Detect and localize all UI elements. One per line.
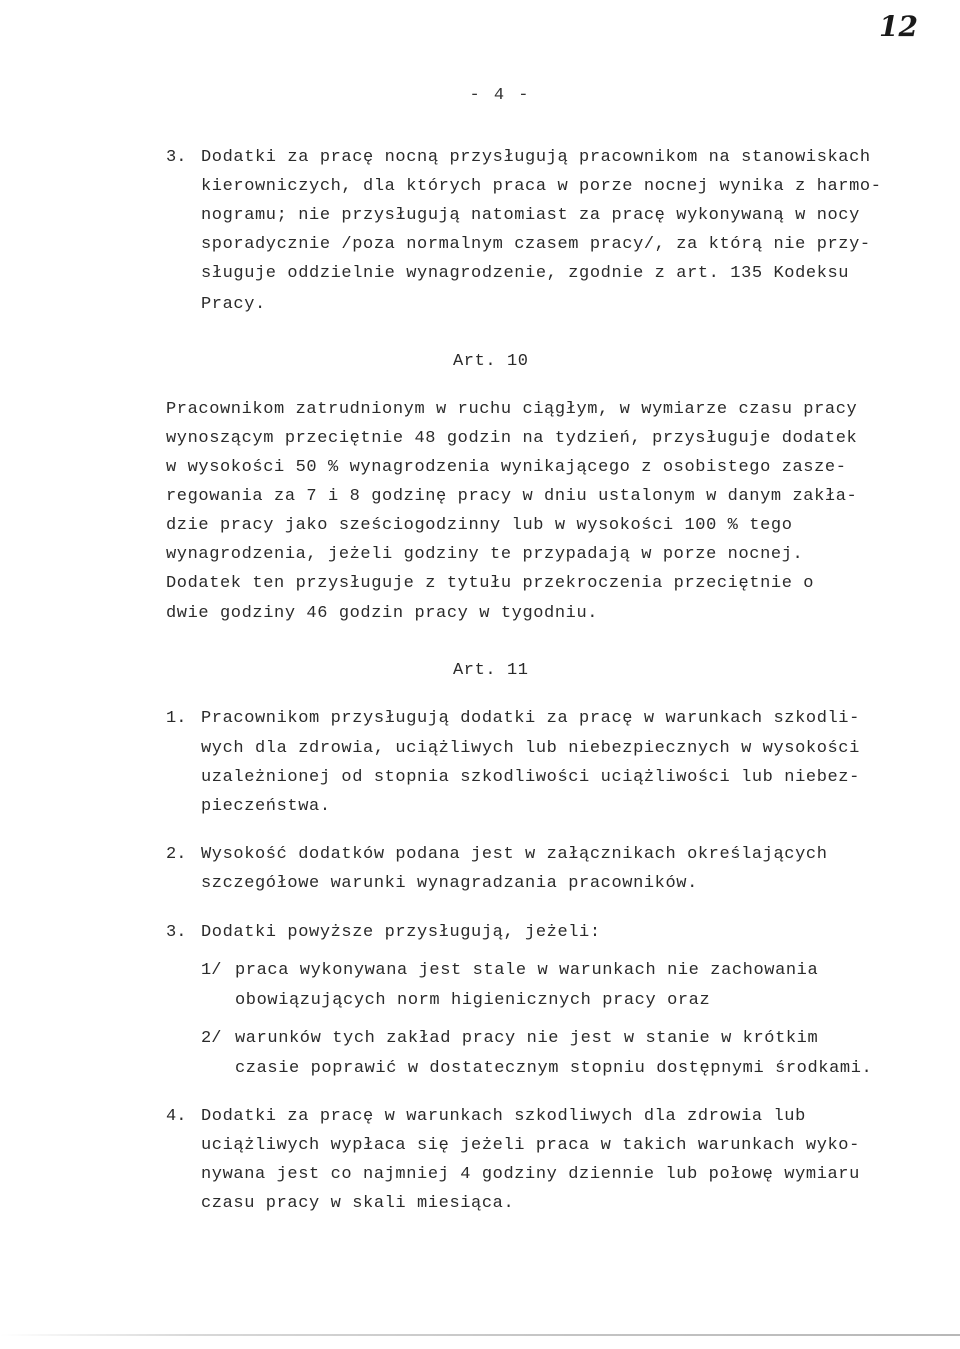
list-item-number: 1/ — [201, 961, 222, 980]
paragraph-number: 1. — [166, 709, 187, 728]
text-line: regowania za 7 i 8 godzinę pracy w dniu ustalonym w danym zakła- — [166, 487, 858, 506]
text-line: Dodatek ten przysługuje z tytułu przekroczenia przeciętnie o — [166, 574, 815, 593]
text-line: Pracy. — [201, 295, 266, 314]
text-line: Dodatki powyższe przysługują, jeżeli: — [201, 923, 601, 942]
text-line: szczegółowe warunki wynagradzania pracowników. — [201, 874, 698, 893]
paragraph-number: 3. — [166, 148, 187, 167]
corner-page-number: 12 — [879, 10, 918, 43]
paragraph-number: 3. — [166, 923, 187, 942]
text-line: sługuje oddzielnie wynagrodzenie, zgodnie z art. 135 Kodeksu — [201, 264, 850, 283]
text-line: pieczeństwa. — [201, 797, 331, 816]
text-line: kierowniczych, dla których praca w porze nocnej wynika z harmo- — [201, 177, 882, 196]
text-line: dzie pracy jako sześciogodzinny lub w wysokości 100 % tego — [166, 516, 793, 535]
text-line: wych dla zdrowia, uciążliwych lub niebezpiecznych w wysokości — [201, 739, 860, 758]
text-line: sporadycznie /poza normalnym czasem pracy/, za którą nie przy- — [201, 235, 871, 254]
text-line: Pracownikom zatrudnionym w ruchu ciągłym, w wymiarze czasu pracy — [166, 400, 858, 419]
article-heading: Art. 11 — [453, 661, 529, 680]
text-line: nywana jest co najmniej 4 godziny dziennie lub połowę wymiaru — [201, 1165, 860, 1184]
text-line: Dodatki za pracę w warunkach szkodliwych dla zdrowia lub — [201, 1107, 806, 1126]
text-line: Pracownikom przysługują dodatki za pracę w warunkach szkodli- — [201, 709, 860, 728]
text-line: wynagrodzenia, jeżeli godziny te przypadają w porze nocnej. — [166, 545, 804, 564]
text-line: warunków tych zakład pracy nie jest w stanie w krótkim — [235, 1029, 819, 1048]
text-line: praca wykonywana jest stale w warunkach nie zachowania — [235, 961, 819, 980]
text-line: nogramu; nie przysługują natomiast za pracę wykonywaną w nocy — [201, 206, 860, 225]
text-line: Wysokość dodatków podana jest w załącznikach określających — [201, 845, 828, 864]
text-line: uzależnionej od stopnia szkodliwości uciążliwości lub niebez- — [201, 768, 860, 787]
text-line: czasie poprawić w dostatecznym stopniu dostępnymi środkami. — [235, 1059, 873, 1078]
text-line: Dodatki za pracę nocną przysługują pracownikom na stanowiskach — [201, 148, 871, 167]
scan-bottom-edge — [0, 1334, 960, 1336]
text-line: w wysokości 50 % wynagrodzenia wynikającego z osobistego zasze- — [166, 458, 847, 477]
text-line: czasu pracy w skali miesiąca. — [201, 1194, 515, 1213]
paragraph-number: 2. — [166, 845, 187, 864]
list-item-number: 2/ — [201, 1029, 222, 1048]
page-number: - 4 - — [469, 86, 531, 105]
text-line: obowiązujących norm higienicznych pracy oraz — [235, 991, 711, 1010]
paragraph-number: 4. — [166, 1107, 187, 1126]
text-line: uciążliwych wypłaca się jeżeli praca w takich warunkach wyko- — [201, 1136, 860, 1155]
article-heading: Art. 10 — [453, 352, 529, 371]
text-line: dwie godziny 46 godzin pracy w tygodniu. — [166, 604, 599, 623]
text-line: wynoszącym przeciętnie 48 godzin na tydzień, przysługuje dodatek — [166, 429, 858, 448]
